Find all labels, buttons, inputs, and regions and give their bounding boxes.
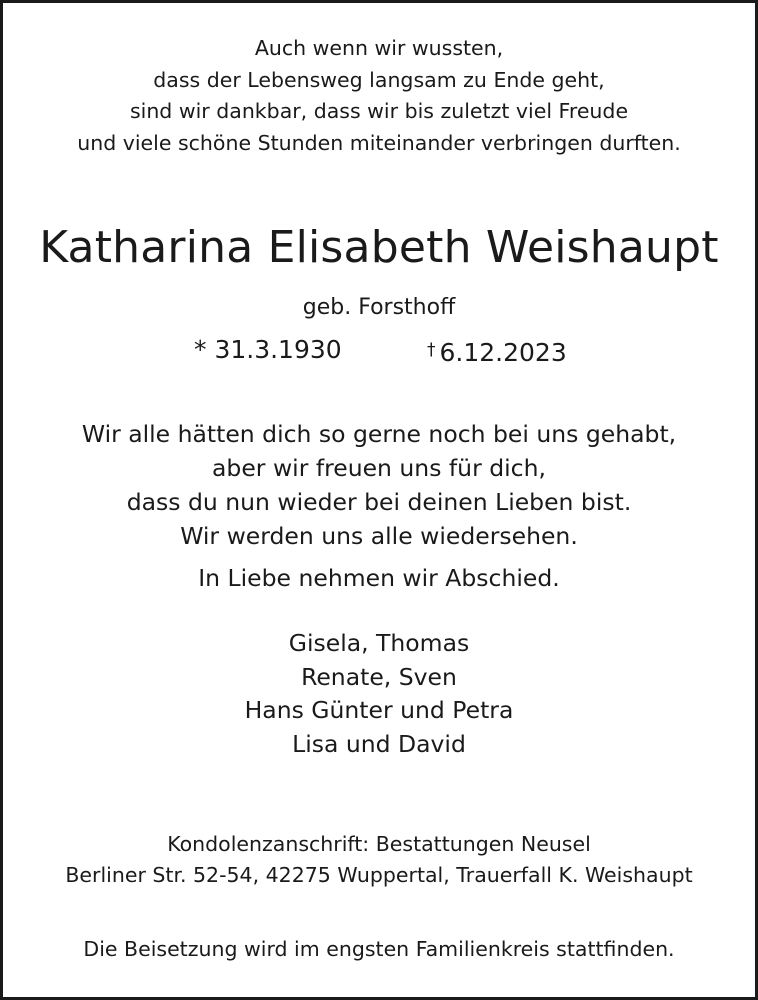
maiden-name: geb. Forsthoff [302,295,456,320]
birth-date: * 31.3.1930 [194,335,342,364]
intro-line: und viele schöne Stunden miteinander verbringen durften. [77,130,681,155]
farewell-statement: In Liebe nehmen wir Abschied. [198,564,560,592]
poem-line: aber wir freuen uns für dich, [212,454,546,482]
dagger-icon: † [427,340,436,360]
intro-verse [3,33,755,159]
intro-line: sind wir dankbar, dass wir bis zuletzt viel Freude [129,99,629,123]
family-list [3,627,755,761]
life-dates [3,332,755,368]
death-date: 6.12.2023 [439,338,567,367]
family-member: Hans Günter und Petra [244,696,514,724]
family-member: Lisa und David [292,729,466,758]
poem-line: dass du nun wieder bei deinen Lieben bist. [126,488,632,516]
family-member: Gisela, Thomas [288,629,470,657]
burial-note: Die Beisetzung wird im engsten Familienkreis stattfinden. [83,937,675,961]
poem-line: Wir werden uns alle wiedersehen. [180,522,578,550]
poem-line: Wir alle hätten dich so gerne noch bei uns gehabt, [81,420,677,448]
condolence-line: Berliner Str. 52-54, 42275 Wuppertal, Trauerfall K. Weishaupt [65,863,693,887]
family-member: Renate, Sven [301,662,457,691]
condolence-line: Kondolenzanschrift: Bestattungen Neusel [167,832,591,856]
intro-line: dass der Lebensweg langsam zu Ende geht, [153,67,605,92]
farewell-poem [3,417,755,553]
intro-line: Auch wenn wir wussten, [254,36,504,60]
deceased-name: Katharina Elisabeth Weishaupt [39,222,719,273]
condolence-address [3,829,755,891]
death-date-group [427,332,567,371]
